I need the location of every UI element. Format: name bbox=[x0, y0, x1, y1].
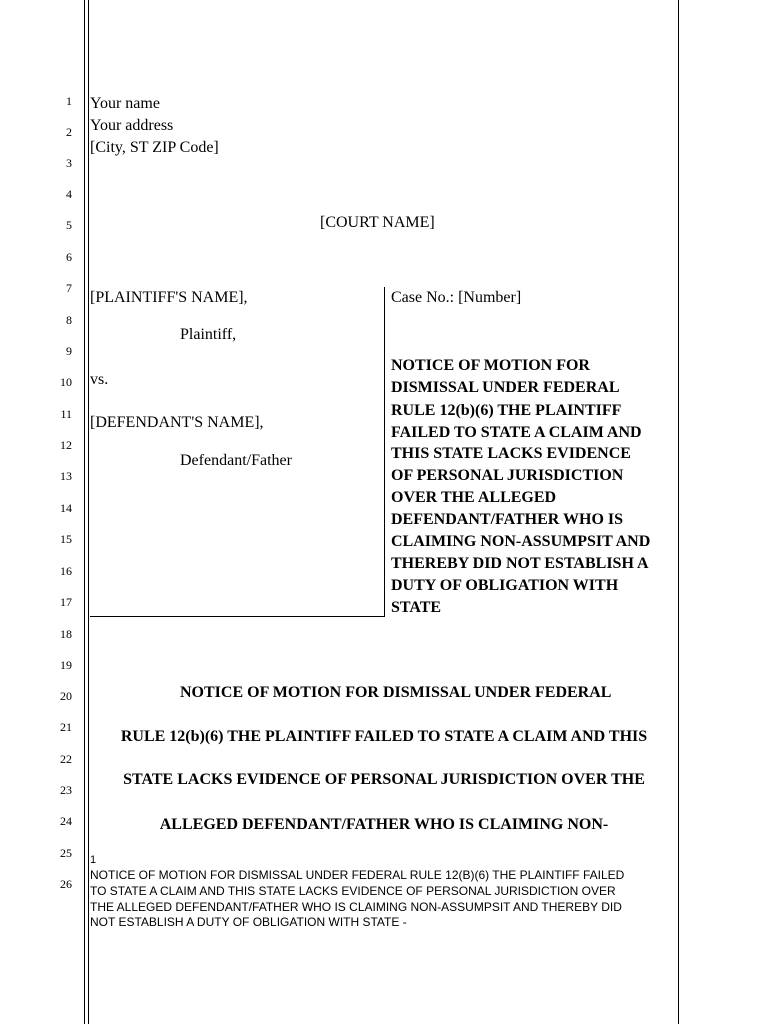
motion-caption-line: DEFENDANT/FATHER WHO IS bbox=[391, 511, 624, 528]
motion-caption-line: THIS STATE LACKS EVIDENCE bbox=[391, 445, 631, 462]
footer-page-number: 1 bbox=[90, 854, 97, 866]
sender-address: Your address bbox=[90, 117, 174, 134]
line-number: 1 bbox=[66, 94, 72, 108]
court-name: [COURT NAME] bbox=[320, 214, 435, 231]
motion-caption-line: DUTY OF OBLIGATION WITH bbox=[391, 577, 619, 594]
title-line: NOTICE OF MOTION FOR DISMISSAL UNDER FEDERAL bbox=[180, 684, 612, 701]
line-number: 17 bbox=[60, 595, 72, 609]
line-number: 16 bbox=[60, 564, 72, 578]
line-number: 21 bbox=[60, 720, 72, 734]
line-number: 9 bbox=[66, 344, 72, 358]
line-number: 2 bbox=[66, 125, 72, 139]
left-margin-rule-outer bbox=[84, 0, 85, 1024]
motion-caption-line: NOTICE OF MOTION FOR bbox=[391, 357, 590, 374]
line-number: 25 bbox=[60, 846, 72, 860]
line-number: 8 bbox=[66, 313, 72, 327]
line-number: 19 bbox=[60, 658, 72, 672]
footer-line: THE ALLEGED DEFENDANT/FATHER WHO IS CLAIMING NON-ASSUMPSIT AND THEREBY DID bbox=[90, 900, 622, 914]
caption-divider bbox=[384, 287, 385, 617]
title-line: STATE LACKS EVIDENCE OF PERSONAL JURISDICTION OVER THE bbox=[123, 771, 645, 788]
line-number: 26 bbox=[60, 877, 72, 891]
title-line: RULE 12(b)(6) THE PLAINTIFF FAILED TO STATE A CLAIM AND THIS bbox=[120, 728, 648, 745]
line-number: 12 bbox=[60, 438, 72, 452]
motion-caption-line: DISMISSAL UNDER FEDERAL bbox=[391, 379, 620, 396]
motion-caption-line: OVER THE ALLEGED bbox=[391, 489, 557, 506]
line-number: 5 bbox=[66, 218, 72, 232]
motion-caption-line: STATE bbox=[391, 599, 442, 616]
defendant-role: Defendant/Father bbox=[180, 452, 292, 469]
sender-name: Your name bbox=[90, 95, 160, 112]
title-line: ALLEGED DEFENDANT/FATHER WHO IS CLAIMING NON- bbox=[159, 816, 609, 833]
motion-caption-line: FAILED TO STATE A CLAIM AND bbox=[391, 424, 642, 441]
motion-caption-line: THEREBY DID NOT ESTABLISH A bbox=[391, 555, 649, 572]
line-number: 6 bbox=[66, 250, 72, 264]
line-number: 22 bbox=[60, 752, 72, 766]
line-number: 20 bbox=[60, 689, 72, 703]
right-margin-rule bbox=[678, 0, 679, 1024]
footer-line: TO STATE A CLAIM AND THIS STATE LACKS EVIDENCE OF PERSONAL JURISDICTION OVER bbox=[90, 884, 616, 898]
plaintiff-role: Plaintiff, bbox=[180, 326, 237, 343]
line-number: 10 bbox=[60, 375, 72, 389]
line-number: 23 bbox=[60, 783, 72, 797]
plaintiff-name: [PLAINTIFF'S NAME], bbox=[90, 289, 248, 306]
line-number: 7 bbox=[66, 281, 72, 295]
line-number: 11 bbox=[60, 407, 72, 421]
motion-caption-line: OF PERSONAL JURISDICTION bbox=[391, 467, 624, 484]
caption-bottom-rule bbox=[90, 616, 385, 617]
motion-caption-line: RULE 12(b)(6) THE PLAINTIFF bbox=[391, 402, 622, 419]
motion-caption-line: CLAIMING NON-ASSUMPSIT AND bbox=[391, 533, 651, 550]
line-number: 15 bbox=[60, 532, 72, 546]
footer-line: NOT ESTABLISH A DUTY OF OBLIGATION WITH STATE - bbox=[90, 915, 407, 929]
line-number: 14 bbox=[60, 501, 72, 515]
line-number: 13 bbox=[60, 469, 72, 483]
defendant-name: [DEFENDANT'S NAME], bbox=[90, 414, 264, 431]
line-number: 24 bbox=[60, 814, 72, 828]
sender-city: [City, ST ZIP Code] bbox=[90, 139, 219, 156]
footer-line: NOTICE OF MOTION FOR DISMISSAL UNDER FEDERAL RULE 12(B)(6) THE PLAINTIFF FAILED bbox=[90, 868, 625, 882]
line-number: 3 bbox=[66, 156, 72, 170]
left-margin-rule-inner bbox=[88, 0, 89, 1024]
case-number: Case No.: [Number] bbox=[391, 289, 522, 306]
line-number: 18 bbox=[60, 627, 72, 641]
line-number: 4 bbox=[66, 187, 72, 201]
versus: vs. bbox=[90, 371, 109, 388]
